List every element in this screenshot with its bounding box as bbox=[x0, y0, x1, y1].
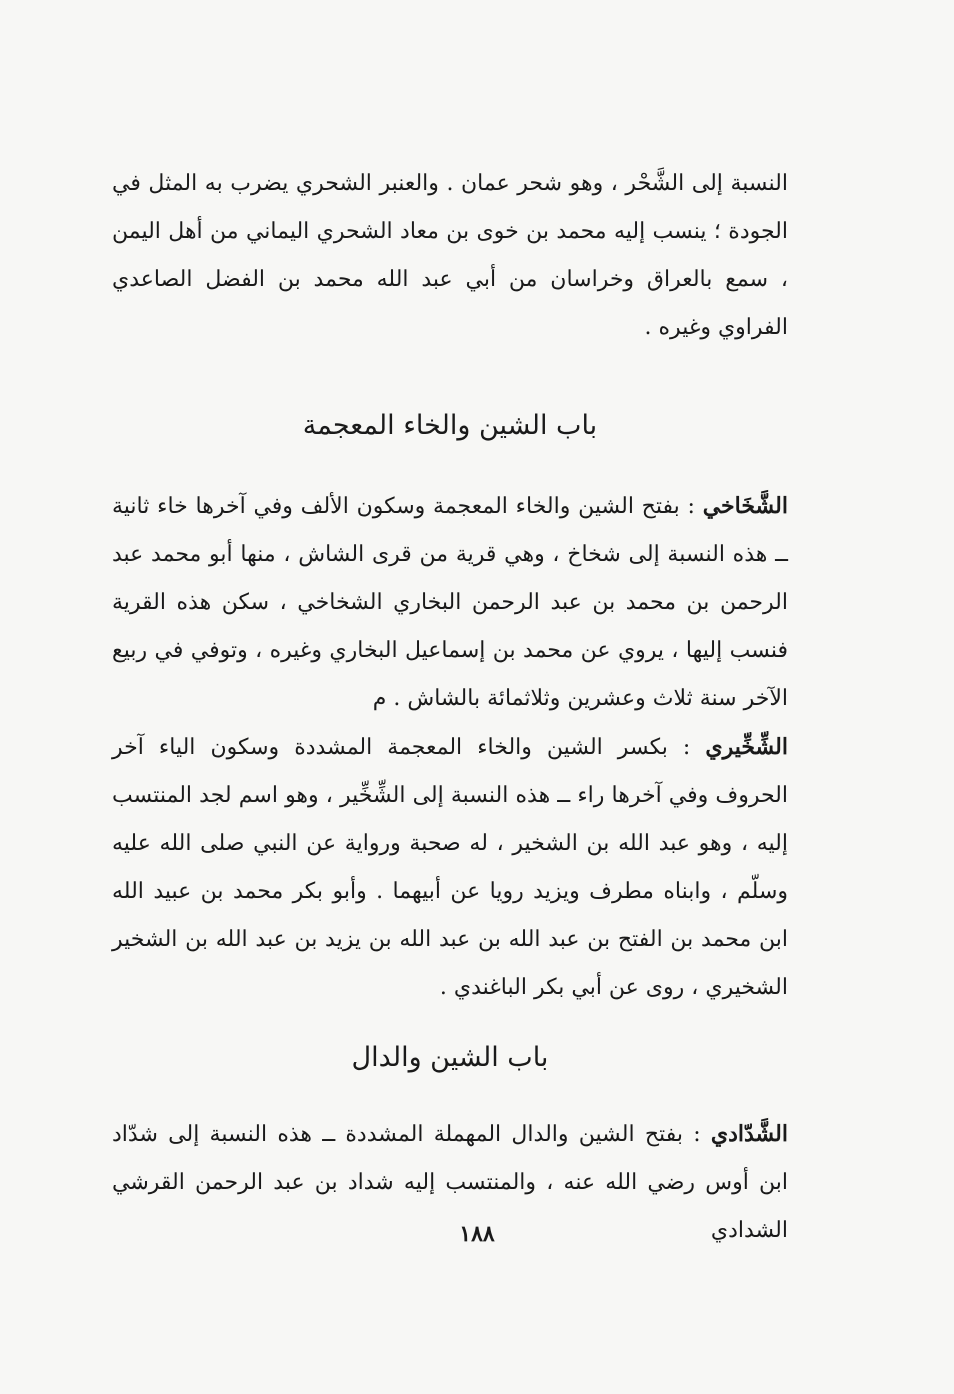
entry-term: الشَّدّادي bbox=[710, 1121, 788, 1147]
entry-term: الشَّخَاخي bbox=[702, 493, 788, 519]
entry-body: : بفتح الشين والخاء المعجمة وسكون الألف وفي آخرها خاء ثانية ــ هذه النسبة إلى شخاخ ، وهي قرية من قرى الشاش ، منها أبو محمد عبد الرحمن بن محمد بن عبد الرحمن البخاري الشخاخي ، سكن هذه القرية فنسب إليها ، يروي عن محمد بن إسماعيل البخاري وغيره ، وتوفي في ربيع الآخر سنة ثلاث وعشرين وثلاثمائة بالشاش . م bbox=[112, 494, 788, 711]
section-shin-kha-body bbox=[112, 482, 788, 1012]
entry-shakhakhi bbox=[112, 482, 788, 723]
page-number: ١٨٨ bbox=[459, 1221, 495, 1247]
entry-body: : بكسر الشين والخاء المعجمة المشددة وسكون الياء آخر الحروف وفي آخرها راء ــ هذه النسبة إلى الشِّخِّير ، وهو اسم لجد المنتسب إليه ، وهو عبد الله بن الشخير ، له صحبة ورواية عن النبي صلى الله عليه وسلّم ، وابناه مطرف ويزيد رويا عن أبيهما . وأبو بكر محمد بن عبيد الله ابن محمد بن الفتح بن عبد الله بن عبد الله بن يزيد بن عبد الله بن الشخير الشخيري ، روى عن أبي بكر الباغندي . bbox=[112, 735, 788, 1000]
intro-text: النسبة إلى الشَّحْر ، وهو شحر عمان . والعنبر الشحري يضرب به المثل في الجودة ؛ ينسب إليه محمد بن خوى بن معاد الشحري اليماني من أهل اليمن ، سمع بالعراق وخراسان من أبي عبد الله محمد بن الفضل الصاعدي الفراوي وغيره . bbox=[112, 171, 788, 340]
entry-body: : بفتح الشين والدال المهملة المشددة ــ هذه النسبة إلى شدّاد ابن أوس رضي الله عنه ، والمنتسب إليه شداد بن عبد الرحمن القرشي الشدادي bbox=[112, 1122, 788, 1243]
section-heading-shin-dal: باب الشين والدال bbox=[351, 1042, 549, 1073]
entry-term: الشِّخِّيري bbox=[705, 734, 788, 760]
entry-shikhkhiri bbox=[112, 723, 788, 1012]
intro-paragraph bbox=[112, 160, 788, 352]
section-heading-shin-kha: باب الشين والخاء المعجمة bbox=[302, 410, 598, 441]
